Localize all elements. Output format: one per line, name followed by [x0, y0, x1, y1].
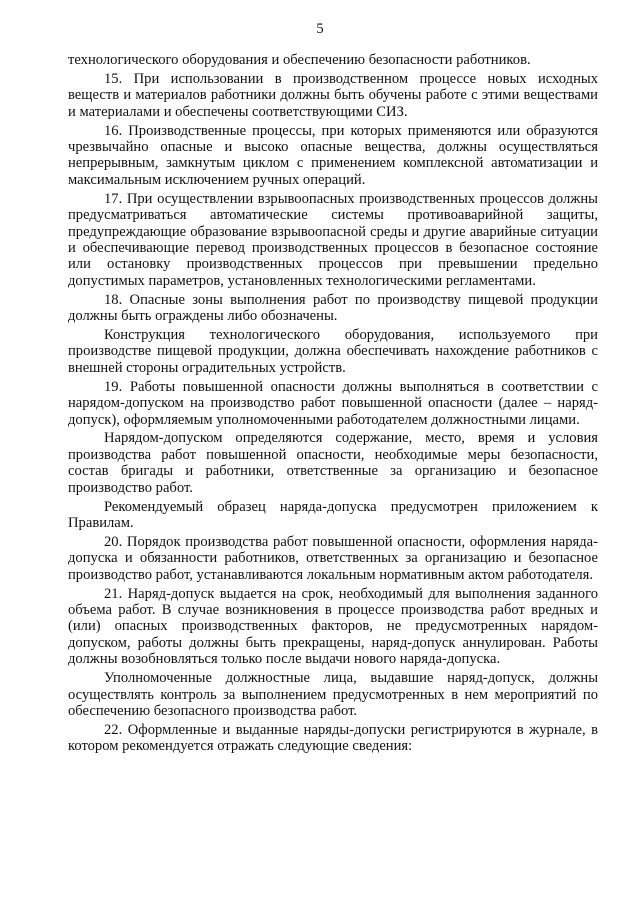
paragraph: Уполномоченные должностные лица, выдавшие наряд-допуск, должны осуществлять контроль за выполнением предусмотренных в нем мероприятий по обеспечению безопасного производства работ. — [68, 670, 598, 719]
paragraph: Конструкция технологического оборудования, используемого при производстве пищевой продукции, должна обеспечивать нахождение работников с внешней стороны оградительных устройств. — [68, 327, 598, 376]
paragraph: 20. Порядок производства работ повышенной опасности, оформления наряда-допуска и обязанности работников, ответственных за организацию и безопасное производство работ, устанавливаются локальным нормативным актом работодателя. — [68, 533, 598, 583]
document-body — [68, 52, 598, 757]
page-number: 5 — [316, 21, 324, 37]
paragraph: 16. Производственные процессы, при которых применяются или образуются чрезвычайно опасные и высоко опасные вещества, должны осуществляться непрерывным, замкнутым циклом с применением комплексной автоматизации и максимальным исключением ручных операций. — [68, 122, 598, 188]
paragraph: технологического оборудования и обеспечению безопасности работников. — [68, 52, 531, 68]
paragraph: 22. Оформленные и выданные наряды-допуски регистрируются в журнале, в котором рекомендуется отражать следующие сведения: — [68, 721, 598, 755]
paragraph: Рекомендуемый образец наряда-допуска предусмотрен приложением к Правилам. — [68, 498, 598, 531]
paragraph: 17. При осуществлении взрывоопасных производственных процессов должны предусматриваться автоматические системы противоаварийной защиты, предупреждающие образование взрывоопасной среды и другие аварийные ситуации и обеспечивающие перевод производственных процессов в безопасное состояние или остановку производственных процессов при превышении предельно допустимых параметров, установленных технологическими регламентами. — [68, 190, 598, 289]
paragraph: Нарядом-допуском определяются содержание, место, время и условия производства работ повышенной опасности, необходимые меры безопасности, состав бригады и работники, ответственные за организацию и безопасное производство работ. — [68, 430, 598, 496]
paragraph: 21. Наряд-допуск выдается на срок, необходимый для выполнения заданного объема работ. В случае возникновения в процессе производства работ вредных и (или) опасных производственных факторов, не предусмотренных нарядом-допуском, работы должны быть прекращены, наряд-допуск аннулирован. Работы должны возобновляться только после выдачи нового наряда-допуска. — [68, 585, 598, 668]
paragraph: 15. При использовании в производственном процессе новых исходных веществ и материалов работники должны быть обучены работе с этими веществами и материалами и обеспечены соответствующими СИЗ. — [68, 70, 598, 120]
paragraph: 18. Опасные зоны выполнения работ по производству пищевой продукции должны быть ограждены либо обозначены. — [68, 291, 598, 325]
paragraph: 19. Работы повышенной опасности должны выполняться в соответствии с нарядом-допуском на производство работ повышенной опасности (далее – наряд-допуск), оформляемым уполномоченными работодателем должностными лицами. — [68, 378, 598, 428]
